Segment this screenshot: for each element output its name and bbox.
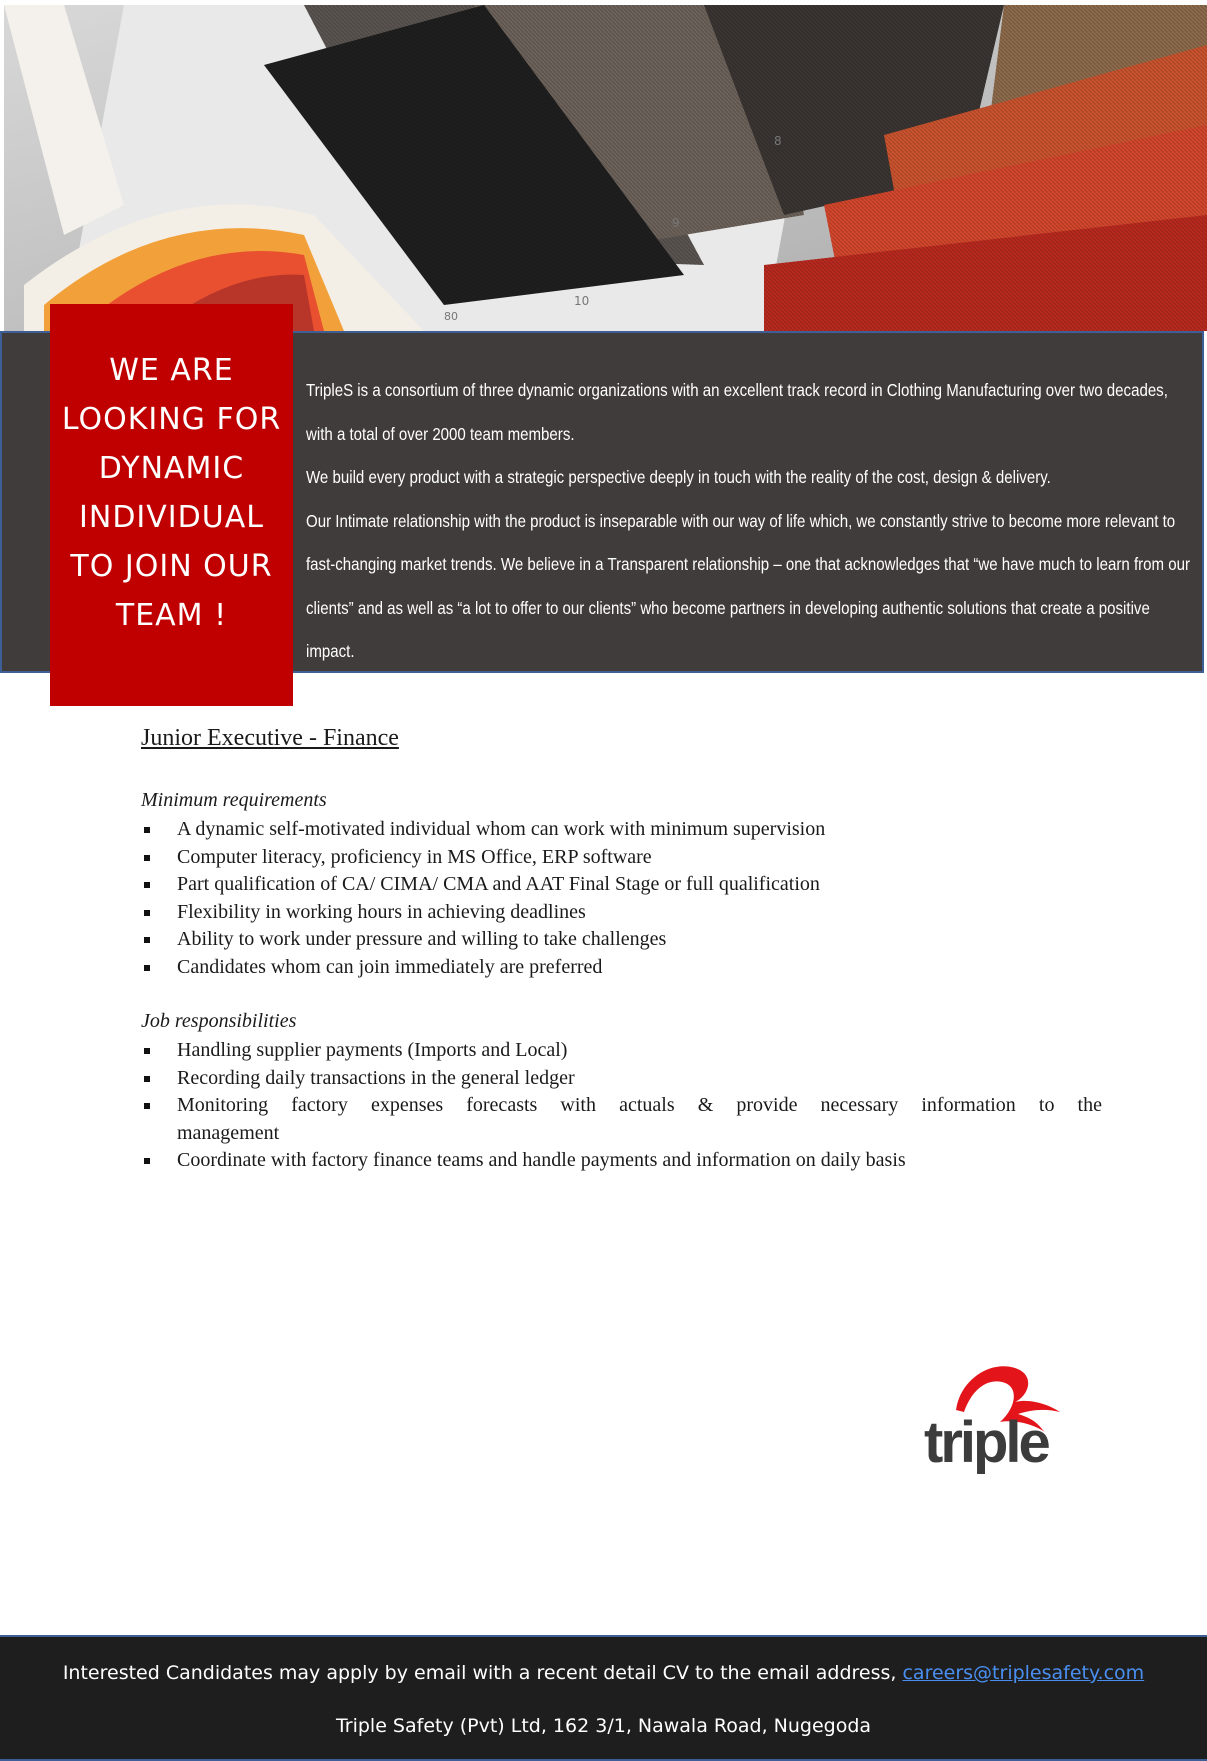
triple-logo xyxy=(920,1350,1080,1480)
list-item: Part qualification of CA/ CIMA/ CMA and AAT Final Stage or full qualification xyxy=(141,871,825,899)
job-title: Junior Executive - Finance xyxy=(141,725,399,751)
responsibilities-heading: Job responsibilities xyxy=(141,1010,297,1032)
apply-text: Interested Candidates may apply by email with a recent detail CV to the email address, xyxy=(62,1662,903,1684)
list-item: Computer literacy, proficiency in MS Office, ERP software xyxy=(141,844,825,872)
callout-line: WE ARE xyxy=(109,353,234,388)
logo-swoosh-icon xyxy=(920,1350,1080,1480)
callout-line: TEAM ! xyxy=(115,598,228,633)
list-item: Flexibility in working hours in achieving deadlines xyxy=(141,899,825,927)
callout-line: LOOKING FOR xyxy=(61,402,282,437)
list-item: Coordinate with factory finance teams and handle payments and information on daily basis xyxy=(141,1147,1102,1175)
list-item: Handling supplier payments (Imports and Local) xyxy=(141,1037,1102,1065)
email-link[interactable]: careers@triplesafety.com xyxy=(902,1662,1145,1684)
intro-paragraph-3: Our Intimate relationship with the product is inseparable with our way of life which, we constantly strive to become more relevant to fast-changing market trends. We believe in a Transparent relationship – one that acknowledges that “we have much to learn from our clients” and as well as “a lot to offer to our clients” who become partners in developing authentic solutions that create a positive impact. xyxy=(306,510,1190,661)
hero-image xyxy=(4,5,1207,331)
requirements-heading: Minimum requirements xyxy=(141,789,327,811)
responsibilities-list xyxy=(141,1037,1102,1175)
intro-paragraph-1: TripleS is a consortium of three dynamic organizations with an excellent track record in Clothing Manufacturing over two decades, with a total of over 2000 team members. xyxy=(306,380,1168,444)
list-item: Monitoring factory expenses forecasts with actuals & provide necessary information to the xyxy=(141,1092,1102,1120)
list-item: Recording daily transactions in the general ledger xyxy=(141,1065,1102,1093)
swatch-number-80: 80 xyxy=(444,310,458,323)
list-item: A dynamic self-motivated individual whom can work with minimum supervision xyxy=(141,816,825,844)
callout-line: INDIVIDUAL xyxy=(79,500,264,535)
list-item-continuation-text: management xyxy=(177,1121,280,1144)
requirements-list xyxy=(141,816,825,981)
hiring-callout xyxy=(50,304,293,706)
list-item: Ability to work under pressure and willing to take challenges xyxy=(141,926,825,954)
list-item: Candidates whom can join immediately are preferred xyxy=(141,954,825,982)
apply-instructions xyxy=(0,1662,1207,1684)
intro-paragraph-2: We build every product with a strategic perspective deeply in touch with the reality of the cost, design & delivery. xyxy=(306,467,1051,487)
swatch-number-9: 9 xyxy=(672,216,680,230)
swatch-number-8: 8 xyxy=(774,134,782,148)
company-intro xyxy=(306,369,1192,674)
callout-line: DYNAMIC xyxy=(98,451,245,486)
list-item-continuation xyxy=(141,1120,1102,1148)
footer xyxy=(0,1635,1207,1761)
callout-line: TO JOIN OUR xyxy=(70,549,273,584)
logo-wordmark: triple xyxy=(924,1410,1048,1475)
company-address: Triple Safety (Pvt) Ltd, 162 3/1, Nawala Road, Nugegoda xyxy=(335,1715,872,1737)
fabric-swatches-illustration xyxy=(4,5,1207,331)
swatch-number-10: 10 xyxy=(574,294,590,308)
